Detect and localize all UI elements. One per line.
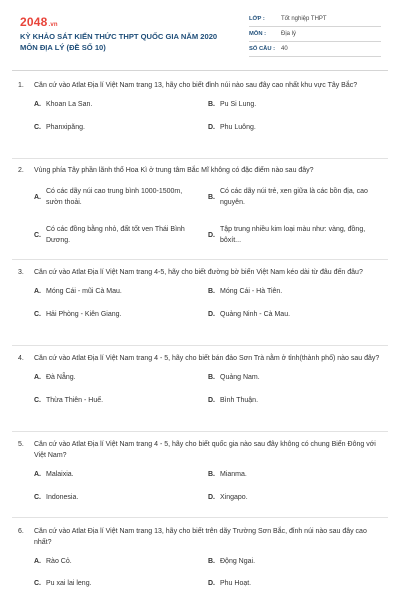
info-row-class [249,12,381,27]
option-c[interactable] [34,122,204,133]
question-number: 2. [18,167,24,174]
question-text: Căn cứ vào Atlat Địa lí Việt Nam trang 13, hãy cho biết đỉnh núi nào sau đây cao nhất khu vực Tây Bắc? [34,82,358,89]
option-a[interactable] [34,99,204,110]
option-c[interactable] [34,395,204,406]
option-b[interactable] [208,372,378,383]
question-text: Căn cứ vào Atlat Địa lí Việt Nam trang 4 - 5, hãy cho biết bán đảo Sơn Trà nằm ở tỉnh(thành phố) nào sau đây? [34,355,380,362]
option-letter: C. [34,124,41,131]
option-text: Khoan La San. [46,101,93,108]
question-number: 4. [18,355,24,362]
option-text: Rào Cỏ. [46,558,72,565]
option-text: Pu xai lai leng. [46,580,92,587]
question-number: 5. [18,441,24,448]
option-d[interactable] [208,578,378,589]
option-letter: D. [208,580,215,587]
info-label: SỐ CÂU : [249,46,276,52]
info-label: MÔN : [249,31,267,37]
option-a[interactable] [34,372,204,383]
info-label: LỚP : [249,16,265,22]
option-letter: C. [34,311,41,318]
logo-text: 2048 [20,15,48,29]
option-b[interactable] [208,286,378,297]
option-text: Thừa Thiên - Huế. [46,397,104,404]
option-letter: B. [208,288,215,295]
info-row-count [249,42,381,57]
question-5 [18,439,384,519]
exam-title-line2: MÔN ĐỊA LÝ (ĐỀ SỐ 10) [20,43,106,52]
question-number: 1. [18,82,24,89]
option-a[interactable] [34,186,194,208]
option-letter: C. [34,580,41,587]
option-text: Indonesia. [46,494,79,501]
question-4 [18,353,384,422]
option-letter: D. [208,232,215,239]
option-a[interactable] [34,469,204,480]
header-divider [12,70,388,71]
option-d[interactable] [208,224,368,246]
question-number: 3. [18,269,24,276]
option-b[interactable] [208,186,368,208]
question-divider [12,517,388,518]
option-text: Bình Thuận. [220,397,259,404]
question-divider [12,345,388,346]
info-value: Tốt nghiệp THPT [281,16,327,22]
question-3 [18,267,384,336]
question-divider [12,158,388,159]
option-a[interactable] [34,556,204,567]
option-letter: A. [34,101,41,108]
option-text: Mianma. [220,471,247,478]
option-text: Xingapo. [220,494,248,501]
option-b[interactable] [208,469,378,480]
option-text: Tập trung nhiều kim loại màu như: vàng, đồng, bôxít... [220,226,366,244]
option-letter: B. [208,374,215,381]
option-letter: C. [34,397,41,404]
option-text: Phanxipăng. [46,124,85,131]
option-text: Móng Cái - Hà Tiên. [220,288,283,295]
option-d[interactable] [208,309,378,320]
option-d[interactable] [208,395,378,406]
option-text: Móng Cái - mũi Cà Mau. [46,288,122,295]
option-letter: D. [208,494,215,501]
option-text: Quảng Nam. [220,374,260,381]
info-value: 40 [281,46,288,52]
option-letter: B. [208,558,215,565]
exam-title [20,31,240,53]
option-letter: D. [208,397,215,404]
option-letter: C. [34,232,41,239]
question-6 [18,526,384,602]
question-text: Căn cứ vào Atlat Địa lí Việt Nam trang 13, hãy cho biết trên dãy Trường Sơn Bắc, đỉnh núi nào sau đây cao nhất? [34,528,367,546]
option-letter: D. [208,124,215,131]
option-text: Phu Hoạt. [220,580,252,587]
exam-info-table [249,12,381,57]
option-letter: A. [34,374,41,381]
option-letter: B. [208,101,215,108]
exam-title-line1: KỲ KHẢO SÁT KIẾN THỨC THPT QUỐC GIA NĂM 2020 [20,32,218,41]
question-divider [12,431,388,432]
option-letter: B. [208,471,215,478]
option-text: Có các đồng bằng nhỏ, đất tốt ven Thái Bình Dương. [46,226,185,244]
question-text: Vùng phía Tây phần lãnh thổ Hoa Kì ở trung tâm Bắc Mĩ không có đặc điểm nào sau đây? [34,167,314,174]
option-letter: D. [208,311,215,318]
option-letter: A. [34,288,41,295]
option-letter: B. [208,194,215,201]
site-logo[interactable] [20,15,58,29]
option-letter: A. [34,471,41,478]
option-letter: C. [34,494,41,501]
option-d[interactable] [208,122,378,133]
option-text: Pu Si Lung. [220,101,257,108]
option-text: Phu Luông. [220,124,256,131]
question-text: Căn cứ vào Atlat Địa lí Việt Nam trang 4 - 5, hãy cho biết quốc gia nào sau đây không có chung Biển Đông với Việt Nam? [34,441,376,459]
option-c[interactable] [34,492,204,503]
option-letter: A. [34,194,41,201]
option-text: Động Ngai. [220,558,256,565]
question-divider [12,259,388,260]
question-number: 6. [18,528,24,535]
option-text: Malaixia. [46,471,74,478]
question-text: Căn cứ vào Atlat Địa lí Việt Nam trang 4-5, hãy cho biết đường bờ biển Việt Nam kéo dài từ đâu đến đâu? [34,269,363,276]
question-2 [18,165,384,264]
info-value: Địa lý [281,31,297,37]
option-text: Có các dãy núi trẻ, xen giữa là các bồn địa, cao nguyên. [220,188,368,206]
option-letter: A. [34,558,41,565]
option-d[interactable] [208,492,378,503]
option-text: Có các dãy núi cao trung bình 1000-1500m, sườn thoải. [46,188,183,206]
option-a[interactable] [34,286,204,297]
logo-suffix: .vn [48,22,58,28]
option-c[interactable] [34,578,204,589]
option-text: Quảng Ninh - Cà Mau. [220,311,291,318]
option-b[interactable] [208,556,378,567]
option-b[interactable] [208,99,378,110]
option-c[interactable] [34,309,204,320]
question-1 [18,80,384,149]
option-text: Đà Nẵng. [46,374,76,381]
info-row-subject [249,27,381,42]
option-text: Hải Phòng - Kiên Giang. [46,311,122,318]
option-c[interactable] [34,224,194,246]
